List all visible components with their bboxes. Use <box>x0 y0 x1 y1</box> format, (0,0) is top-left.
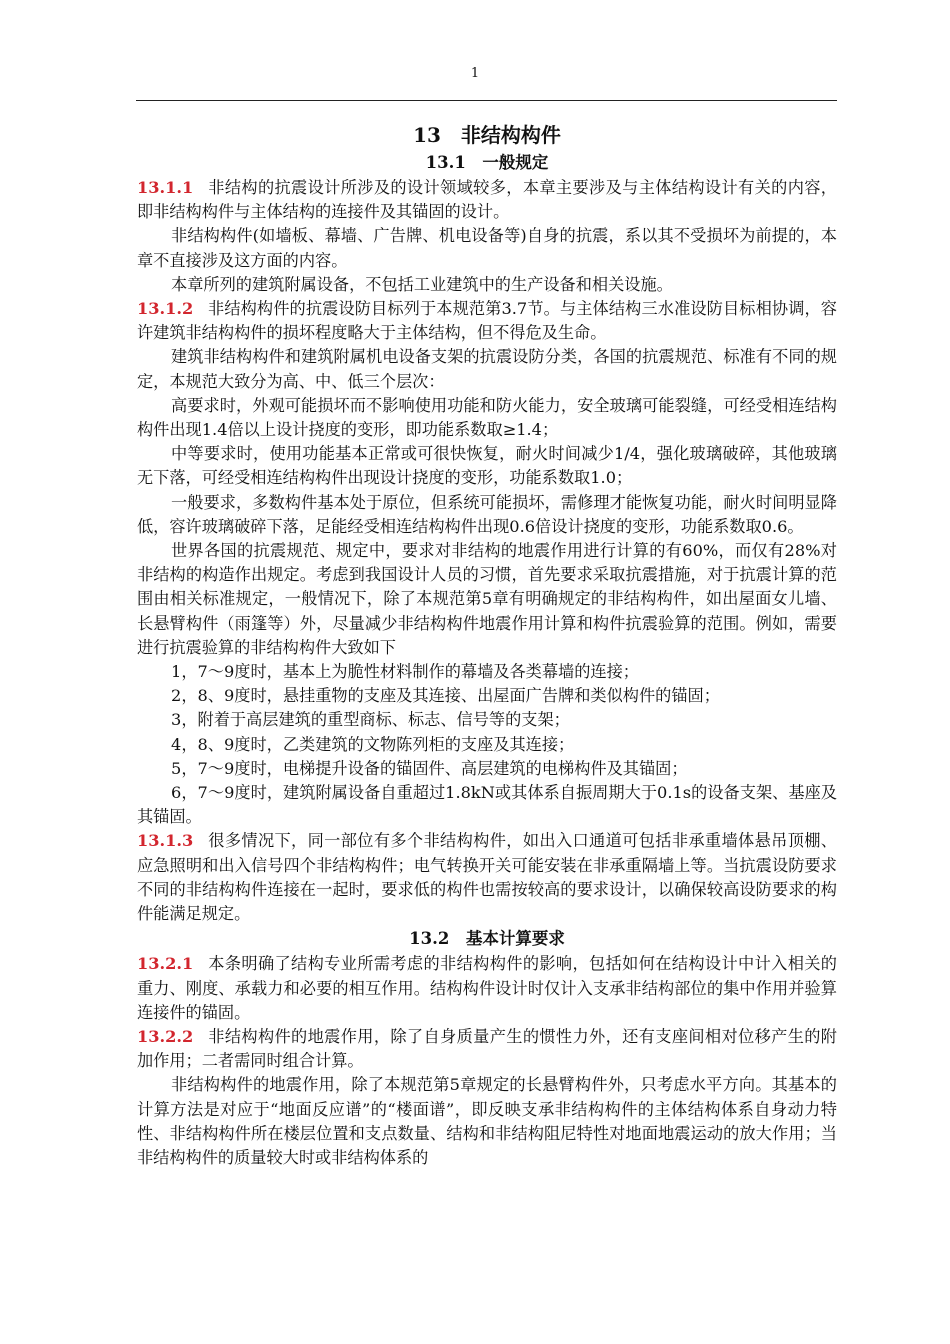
body-paragraph <box>137 273 837 297</box>
paragraph-text: 建筑非结构构件和建筑附属机电设备支架的抗震设防分类，各国的抗震规范、标准有不同的规定，本规范大致分为高、中、低三个层次： <box>137 347 837 391</box>
body-paragraph <box>137 1073 837 1170</box>
section-title: 13.2 基本计算要求 <box>409 929 565 949</box>
clause-paragraph <box>137 297 837 345</box>
paragraph-text: 6，7～9度时，建筑附属设备自重超过1.8kN或其体系自振周期大于0.1s的设备支架、基座及其锚固。 <box>137 783 837 827</box>
section-title: 13.1 一般规定 <box>425 153 549 172</box>
clause-paragraph <box>137 176 837 224</box>
clause-number: 13.2.1 <box>137 954 194 974</box>
chapter-title: 13 非结构构件 <box>413 123 561 147</box>
paragraph-text: 4，8、9度时，乙类建筑的文物陈列柜的支座及其连接； <box>171 734 575 754</box>
section-body <box>137 952 837 1170</box>
paragraph-text: 高要求时，外观可能损坏而不影响使用功能和防火能力，安全玻璃可能裂缝，可经受相连结构构件出现1.4倍以上设计挠度的变形，即功能系数取≥1.4； <box>137 395 837 440</box>
body-paragraph <box>137 442 837 490</box>
body-paragraph <box>137 394 837 442</box>
body-paragraph <box>137 757 837 781</box>
clause-paragraph <box>137 829 837 926</box>
section-body <box>137 176 837 926</box>
paragraph-text: 非结构构件(如墙板、幕墙、广告牌、机电设备等)自身的抗震，系以其不受损坏为前提的，本章不直接涉及这方面的内容。 <box>137 226 837 270</box>
body-paragraph <box>137 733 837 757</box>
body-paragraph <box>137 684 837 708</box>
paragraph-text: 一般要求，多数构件基本处于原位，但系统可能损坏，需修理才能恢复功能，耐火时间明显降低，容许玻璃破碎下落，足能经受相连结构构件出现0.6倍设计挠度的变形，功能系数取0.6。 <box>137 492 837 536</box>
header-rule <box>136 100 837 101</box>
paragraph-text: 非结构构件的地震作用，除了自身质量产生的惯性力外，还有支座间相对位移产生的附加作用；二者需同时组合计算。 <box>137 1026 837 1071</box>
page-number: 1 <box>470 66 480 81</box>
paragraph-text: 本章所列的建筑附属设备，不包括工业建筑中的生产设备和相关设施。 <box>171 274 673 294</box>
paragraph-text: 很多情况下，同一部位有多个非结构构件，如出入口通道可包括非承重墙体悬吊顶棚、应急照明和出入信号四个非结构构件；电气转换开关可能安装在非承重隔墙上等。当抗震设防要求不同的非结构构件连接在一起时，要求低的构件也需按较高的要求设计，以确保较高设防要求的构件能满足规定。 <box>137 831 837 924</box>
body-paragraph <box>137 781 837 829</box>
clause-number: 13.1.3 <box>137 831 194 851</box>
clause-number: 13.1.2 <box>137 299 194 319</box>
paragraph-text: 非结构构件的地震作用，除了本规范第5章规定的长悬臂构件外，只考虑水平方向。其基本的计算方法是对应于“地面反应谱”的“楼面谱”，即反映支承非结构构件的主体结构体系自身动力特性、非结构构件所在楼层位置和支点数量、结构和非结构阻尼特性对地面地震运动的放大作用；当非结构构件的质量较大时或非结构体系的 <box>137 1075 837 1167</box>
paragraph-text: 2，8、9度时，悬挂重物的支座及其连接、出屋面广告牌和类似构件的锚固； <box>171 686 720 706</box>
document-body <box>137 120 837 1170</box>
body-paragraph <box>137 345 837 393</box>
body-paragraph <box>137 491 837 539</box>
paragraph-text: 非结构构件的抗震设防目标列于本规范第3.7节。与主体结构三水准设防目标相协调，容许建筑非结构构件的损坏程度略大于主体结构，但不得危及生命。 <box>137 299 837 343</box>
paragraph-text: 3，附着于高层建筑的重型商标、标志、信号等的支架； <box>171 710 570 730</box>
section-13-2 <box>137 926 837 1170</box>
clause-number: 13.1.1 <box>137 178 194 197</box>
paragraph-text: 非结构的抗震设计所涉及的设计领域较多，本章主要涉及与主体结构设计有关的内容，即非结构构件与主体结构的连接件及其锚固的设计。 <box>137 178 837 222</box>
paragraph-text: 5，7～9度时，电梯提升设备的锚固件、高层建筑的电梯构件及其锚固； <box>171 758 688 778</box>
paragraph-text: 世界各国的抗震规范、规定中，要求对非结构的地震作用进行计算的有60%，而仅有28%对非结构的构造作出规定。考虑到我国设计人员的习惯，首先要求采取抗震措施，对于抗震计算的范围由相关标准规定，一般情况下，除了本规范第5章有明确规定的非结构构件，如出屋面女儿墙、长悬臂构件（雨篷等）外，尽量减少非结构构件地震作用计算和构件抗震验算的范围。例如，需要进行抗震验算的非结构构件大致如下 <box>137 541 837 657</box>
paragraph-text: 本条明确了结构专业所需考虑的非结构构件的影响，包括如何在结构设计中计入相关的重力、刚度、承载力和必要的相互作用。结构构件设计时仅计入支承非结构部位的集中作用并验算连接件的锚固。 <box>137 954 837 1022</box>
body-paragraph <box>137 224 837 272</box>
paragraph-text: 1，7～9度时，基本上为脆性材料制作的幕墙及各类幕墙的连接； <box>171 662 639 682</box>
clause-number: 13.2.2 <box>137 1026 194 1046</box>
body-paragraph <box>137 660 837 684</box>
paragraph-text: 中等要求时，使用功能基本正常或可很快恢复，耐火时间减少1/4，强化玻璃破碎，其他玻璃无下落，可经受相连结构构件出现设计挠度的变形，功能系数取1.0； <box>137 444 837 488</box>
clause-paragraph <box>137 1025 837 1073</box>
body-paragraph <box>137 708 837 732</box>
body-paragraph <box>137 539 837 660</box>
clause-paragraph <box>137 952 837 1025</box>
section-13-1 <box>137 150 837 926</box>
